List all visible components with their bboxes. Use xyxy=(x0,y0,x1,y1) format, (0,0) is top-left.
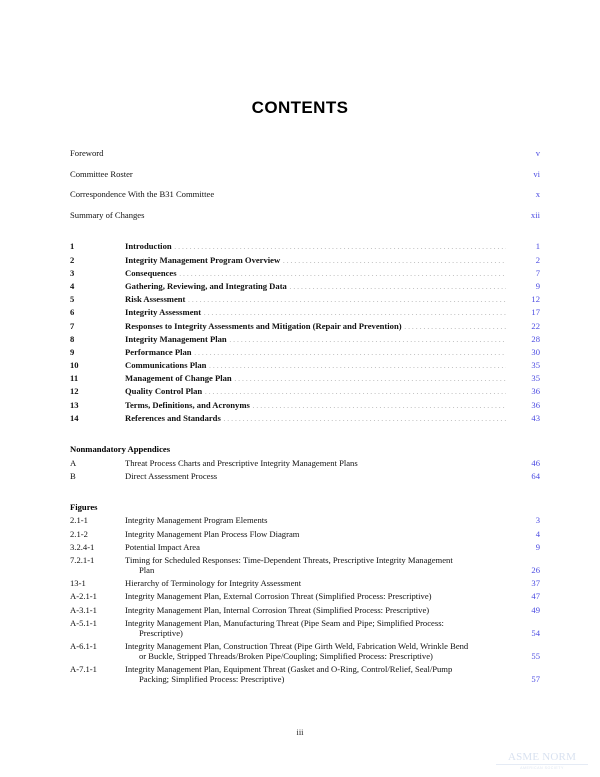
toc-section-title: Introduction xyxy=(125,241,172,252)
leader-dots xyxy=(287,681,506,682)
toc-figure-number: A-3.1-1 xyxy=(70,604,97,615)
leader-dots xyxy=(209,367,506,368)
toc-figure-page[interactable]: 26 xyxy=(531,564,540,575)
leader-dots xyxy=(234,380,506,381)
toc-section-number: 9 xyxy=(70,346,75,357)
leader-dots xyxy=(432,612,506,613)
toc-section-11[interactable] xyxy=(70,373,540,383)
toc-section-page[interactable]: 22 xyxy=(531,320,540,331)
toc-figure-a-2-1-1[interactable] xyxy=(70,591,540,601)
toc-figure-page[interactable]: 9 xyxy=(535,541,540,552)
toc-section-page[interactable]: 28 xyxy=(531,333,540,344)
toc-figure-number: A-6.1-1 xyxy=(70,640,97,651)
toc-figure-page[interactable]: 47 xyxy=(531,591,540,602)
toc-entry-label: Foreword xyxy=(70,148,104,158)
toc-figure-number: A-7.1-1 xyxy=(70,664,97,675)
toc-figure-number: A-5.1-1 xyxy=(70,617,97,628)
toc-figure-number: 2.1-1 xyxy=(70,515,88,526)
toc-appendix-number: B xyxy=(70,470,76,481)
toc-section-3[interactable] xyxy=(70,268,540,278)
toc-section-page[interactable]: 35 xyxy=(531,360,540,371)
toc-section-page[interactable]: 9 xyxy=(535,280,540,291)
leader-dots xyxy=(135,176,506,177)
leader-dots xyxy=(174,248,506,249)
toc-figure-number: 7.2.1-1 xyxy=(70,554,95,565)
toc-section-number: 10 xyxy=(70,360,79,371)
toc-entry-page[interactable]: v xyxy=(535,148,540,158)
toc-section-title: Integrity Management Plan xyxy=(125,333,227,344)
toc-figure-13-1[interactable] xyxy=(70,578,540,588)
toc-section-page[interactable]: 36 xyxy=(531,399,540,410)
toc-figure-title: Integrity Management Plan Process Flow Diagram xyxy=(125,528,300,539)
leader-dots xyxy=(404,328,506,329)
leader-dots xyxy=(289,288,506,289)
toc-appendix-a[interactable] xyxy=(70,458,540,468)
toc-figure-a-5-1-1[interactable] xyxy=(70,618,540,638)
toc-figure-title: Potential Impact Area xyxy=(125,541,200,552)
table-of-contents xyxy=(70,148,540,687)
toc-section-title: Integrity Management Program Overview xyxy=(125,254,281,265)
toc-entry-committee-roster[interactable] xyxy=(70,169,540,179)
toc-figure-page[interactable]: 4 xyxy=(535,528,540,539)
toc-section-1[interactable] xyxy=(70,241,540,251)
page-title: CONTENTS xyxy=(251,98,349,117)
toc-section-page[interactable]: 30 xyxy=(531,346,540,357)
toc-section-title: Communications Plan xyxy=(125,360,207,371)
toc-section-5[interactable] xyxy=(70,294,540,304)
toc-figure-2-1-2[interactable] xyxy=(70,529,540,539)
leader-dots xyxy=(194,354,506,355)
toc-figure-number: 13-1 xyxy=(70,578,86,589)
spacer xyxy=(70,426,540,444)
leader-dots xyxy=(220,478,506,479)
leader-dots xyxy=(434,598,506,599)
toc-section-title: Gathering, Reviewing, and Integrating Data xyxy=(125,280,287,291)
toc-entry-label: Correspondence With the B31 Committee xyxy=(70,189,215,200)
toc-section-number: 6 xyxy=(70,307,75,318)
toc-section-title: Terms, Definitions, and Acronyms xyxy=(125,399,250,410)
toc-figure-title: Hierarchy of Terminology for Integrity Assessment xyxy=(125,578,302,589)
toc-entry-foreword[interactable] xyxy=(70,148,540,158)
toc-section-number: 2 xyxy=(70,254,75,265)
page-folio: iii xyxy=(296,728,304,737)
toc-section-12[interactable] xyxy=(70,386,540,396)
toc-section-number: 3 xyxy=(70,267,75,278)
toc-figure-7-2-1-1[interactable] xyxy=(70,555,540,575)
toc-section-number: 12 xyxy=(70,386,79,397)
toc-figure-title-line-1: Integrity Management Plan, Manufacturing Threat (Pipe Seam and Pipe; Simplified Process: xyxy=(125,617,444,628)
leader-dots xyxy=(304,585,506,586)
toc-appendix-title: Threat Process Charts and Prescriptive Integrity Management Plans xyxy=(125,457,358,468)
toc-figure-title-line-1: Timing for Scheduled Responses: Time-Dependent Threats, Prescriptive Integrity Management xyxy=(125,554,453,565)
toc-entry-label: Summary of Changes xyxy=(70,209,145,220)
toc-figure-page[interactable]: 57 xyxy=(531,674,540,685)
toc-figure-number: 3.2.4-1 xyxy=(70,541,95,552)
figures-heading: Figures xyxy=(70,501,98,512)
leader-dots xyxy=(106,155,506,156)
leader-dots xyxy=(205,393,506,394)
watermark-subtitle: AMERICAN SOCIETY xyxy=(520,766,564,770)
toc-appendix-number: A xyxy=(70,457,77,468)
toc-section-title: Consequences xyxy=(125,267,177,278)
asme-norm-watermark xyxy=(496,752,588,771)
leader-dots xyxy=(223,420,506,421)
leader-dots xyxy=(360,465,506,466)
toc-section-title: References and Standards xyxy=(125,412,221,423)
toc-section-4[interactable] xyxy=(70,281,540,291)
toc-section-number: 5 xyxy=(70,294,75,305)
toc-figure-title: Integrity Management Plan, External Corrosion Threat (Simplified Process: Prescriptive) xyxy=(125,591,432,602)
leader-dots xyxy=(217,196,506,197)
toc-section-title: Integrity Assessment xyxy=(125,307,202,318)
leader-dots xyxy=(147,217,506,218)
toc-entry-page[interactable]: vi xyxy=(533,168,540,179)
toc-figure-title-line-1: Integrity Management Plan, Construction Threat (Pipe Girth Weld, Fabrication Weld, Wrinkle Bend xyxy=(125,640,469,651)
toc-section-title: Performance Plan xyxy=(125,346,192,357)
toc-appendix-title: Direct Assessment Process xyxy=(125,470,218,481)
leader-dots xyxy=(202,549,506,550)
leader-dots xyxy=(229,341,506,342)
toc-entry-summary-of-changes[interactable] xyxy=(70,210,540,220)
toc-section-page[interactable]: 17 xyxy=(531,307,540,318)
toc-appendix-page[interactable]: 46 xyxy=(531,457,540,468)
leader-dots xyxy=(270,522,506,523)
toc-figure-page[interactable]: 37 xyxy=(531,578,540,589)
toc-section-number: 14 xyxy=(70,412,79,423)
toc-section-number: 8 xyxy=(70,333,75,344)
toc-section-9[interactable] xyxy=(70,347,540,357)
toc-section-8[interactable] xyxy=(70,334,540,344)
toc-section-page[interactable]: 43 xyxy=(531,412,540,423)
toc-figure-page[interactable]: 3 xyxy=(535,515,540,526)
toc-section-13[interactable] xyxy=(70,400,540,410)
toc-figure-3-2-4-1[interactable] xyxy=(70,542,540,552)
leader-dots xyxy=(157,572,506,573)
toc-figure-title-line-2: Prescriptive) xyxy=(139,627,183,638)
toc-figure-title: Integrity Management Program Elements xyxy=(125,515,268,526)
leader-dots xyxy=(435,658,506,659)
appendices-heading: Nonmandatory Appendices xyxy=(70,444,171,454)
watermark-title: ASME NORM xyxy=(507,751,577,763)
toc-figure-page[interactable]: 54 xyxy=(531,627,540,638)
toc-figure-title: Integrity Management Plan, Internal Corrosion Threat (Simplified Process: Prescriptive) xyxy=(125,604,430,615)
leader-dots xyxy=(302,536,506,537)
toc-figure-number: A-2.1-1 xyxy=(70,591,97,602)
toc-figure-page[interactable]: 49 xyxy=(531,604,540,615)
toc-section-title: Management of Change Plan xyxy=(125,373,232,384)
toc-entry-label: Committee Roster xyxy=(70,168,133,179)
toc-section-page[interactable]: 35 xyxy=(531,373,540,384)
toc-section-page[interactable]: 1 xyxy=(535,241,540,252)
toc-section-page[interactable]: 2 xyxy=(535,254,540,265)
toc-figure-title-line-2: Plan xyxy=(139,564,155,575)
toc-section-10[interactable] xyxy=(70,360,540,370)
leader-dots xyxy=(188,301,506,302)
toc-appendix-page[interactable]: 64 xyxy=(531,470,540,481)
toc-figure-title-line-2: Packing; Simplified Process: Prescriptive) xyxy=(139,674,285,685)
leader-dots xyxy=(179,275,506,276)
spacer xyxy=(70,230,540,241)
toc-section-6[interactable] xyxy=(70,307,540,317)
leader-dots xyxy=(185,635,506,636)
toc-entry-page[interactable]: xii xyxy=(530,209,540,220)
leader-dots xyxy=(283,262,506,263)
toc-section-2[interactable] xyxy=(70,255,540,265)
toc-figure-number: 2.1-2 xyxy=(70,528,88,539)
spacer xyxy=(70,484,540,502)
toc-section-page[interactable]: 36 xyxy=(531,386,540,397)
toc-appendix-b[interactable] xyxy=(70,471,540,481)
toc-figure-page[interactable]: 55 xyxy=(531,650,540,661)
toc-section-number: 11 xyxy=(70,373,79,384)
toc-section-page[interactable]: 7 xyxy=(535,267,540,278)
toc-figure-title-line-1: Integrity Management Plan, Equipment Threat (Gasket and O-Ring, Control/Relief, Seal/Pump xyxy=(125,664,453,675)
leader-dots xyxy=(204,314,506,315)
toc-entry-correspondence[interactable] xyxy=(70,189,540,199)
toc-section-7[interactable] xyxy=(70,321,540,331)
toc-section-title: Quality Control Plan xyxy=(125,386,203,397)
toc-section-number: 1 xyxy=(70,241,75,252)
toc-figure-a-6-1-1[interactable] xyxy=(70,641,540,661)
toc-section-title: Risk Assessment xyxy=(125,294,186,305)
toc-section-number: 7 xyxy=(70,320,75,331)
toc-section-number: 4 xyxy=(70,280,75,291)
toc-section-number: 13 xyxy=(70,399,79,410)
leader-dots xyxy=(252,407,506,408)
toc-figure-2-1-1[interactable] xyxy=(70,515,540,525)
watermark-rule xyxy=(496,764,588,765)
toc-section-14[interactable] xyxy=(70,413,540,423)
toc-section-title: Responses to Integrity Assessments and Mitigation (Repair and Prevention) xyxy=(125,320,402,331)
toc-section-page[interactable]: 12 xyxy=(531,294,540,305)
toc-figure-a-7-1-1[interactable] xyxy=(70,664,540,684)
toc-figure-title-line-2: or Buckle, Stripped Threads/Broken Pipe/Coupling; Simplified Process: Prescriptive) xyxy=(139,650,433,661)
toc-entry-page[interactable]: x xyxy=(535,189,540,200)
toc-figure-a-3-1-1[interactable] xyxy=(70,605,540,615)
